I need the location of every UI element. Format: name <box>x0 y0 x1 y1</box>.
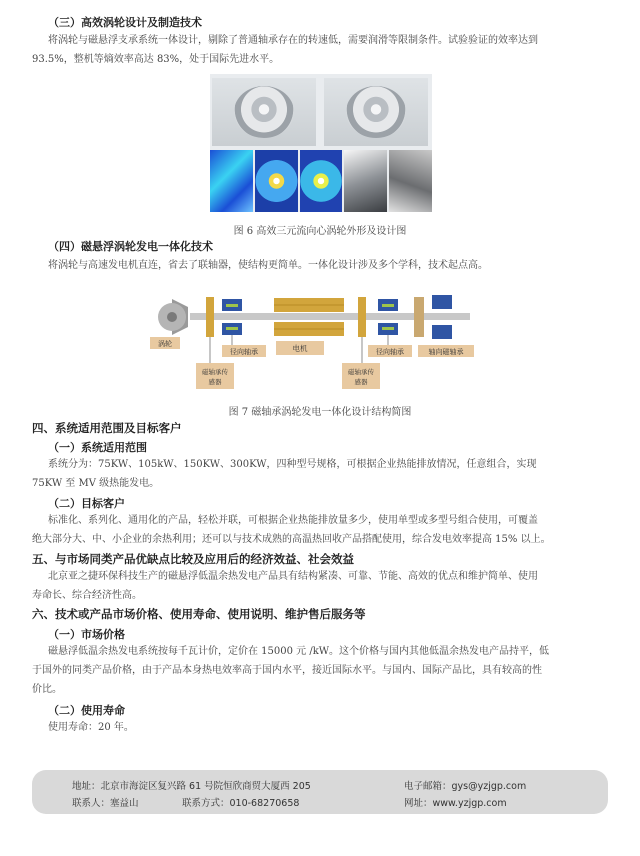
benefits-text-line1: 北京亚之捷环保科技生产的磁悬浮低温余热发电产品具有结构紧凑、可靠、节能、高效的优点和维护简单、使用 <box>48 571 538 582</box>
sensor-label-2-line1: 磁轴承传 <box>348 368 374 376</box>
footer-phone: 联系方式：010-68270658 <box>182 798 300 809</box>
price-text-line1: 磁悬浮低温余热发电系统按每千瓦计价，定价在 15000 元 /kW。这个价格与国内其他低温余热发电产品持平，低 <box>48 646 550 657</box>
contact-footer <box>32 770 608 814</box>
blade-contour-image-1 <box>255 150 298 212</box>
section-3-title: （三）高效涡轮设计及制造技术 <box>48 16 202 29</box>
subsection-price-title: （一）市场价格 <box>48 628 125 641</box>
lifespan-text-line1: 使用寿命：20 年。 <box>48 722 134 733</box>
turbine-impeller-photo-right <box>324 78 428 146</box>
sensor-label-1-line2: 感器 <box>208 378 222 386</box>
customers-text-line1: 标准化、系列化、通用化的产品，轻松并联，可根据企业热能排放量多少，使用单型或多型号组合使用，可覆盖 <box>48 515 538 526</box>
radial-bearing-label-2: 径向轴承 <box>376 348 404 356</box>
price-text-line3: 价比。 <box>32 684 62 695</box>
section-heading-6: 六、技术或产品市场价格、使用寿命、使用说明、维护售后服务等 <box>32 607 366 621</box>
customers-text-line2: 绝大部分大、中、小企业的余热利用；还可以与技术成熟的高温热回收产品搭配使用，综合发电效率提高 15% 以上。 <box>32 534 551 545</box>
turbine-assembly-image <box>389 150 432 212</box>
section-heading-5: 五、与市场同类产品优缺点比较及应用后的经济效益、社会效益 <box>32 552 354 566</box>
blade-contour-image-2 <box>300 150 343 212</box>
turbine-simulation-strip <box>210 150 432 212</box>
subsection-scope-title: （一）系统适用范围 <box>48 441 147 454</box>
figure-6-caption: 图 6 高效三元流向心涡轮外形及设计图 <box>233 226 407 237</box>
footer-website[interactable]: 网址：www.yzjgp.com <box>404 798 507 809</box>
subsection-customers-title: （二）目标客户 <box>48 497 125 510</box>
section-4-title: （四）磁悬浮涡轮发电一体化技术 <box>48 240 213 253</box>
radial-bearing-label-1: 径向轴承 <box>230 348 258 356</box>
turbine-label: 涡轮 <box>158 340 172 348</box>
motor-label: 电机 <box>292 344 308 353</box>
section-heading-4: 四、系统适用范围及目标客户 <box>32 421 182 435</box>
subsection-lifespan-title: （二）使用寿命 <box>48 704 125 717</box>
section-3-text-line1: 将涡轮与磁悬浮支承系统一体设计，剔除了普通轴承存在的转速低，需要润滑等限制条件。试验验证的效率达到 <box>48 35 538 46</box>
benefits-text-line2: 寿命长、综合经济性高。 <box>32 590 142 601</box>
turbine-housing-image <box>344 150 387 212</box>
sensor-label-2-line2: 感器 <box>354 378 368 386</box>
sensor-label-1-line1: 磁轴承传 <box>202 368 228 376</box>
scope-text-line2: 75KW 至 MV 级热能发电。 <box>32 478 160 489</box>
section-4-text-line1: 将涡轮与高速发电机直连，省去了联轴器，使结构更简单。一体化设计涉及多个学科，技术起点高。 <box>48 260 488 271</box>
axial-bearing-label: 轴向磁轴承 <box>428 348 464 356</box>
section-3-text-line2: 93.5%，整机等熵效率高达 83%，处于国际先进水平。 <box>32 54 280 65</box>
footer-address: 地址：北京市海淀区复兴路 61 号院恒欣商贸大厦西 205 <box>72 781 311 792</box>
footer-contact-person: 联系人：塞益山 <box>72 798 139 809</box>
price-text-line2: 于国外的同类产品价格，由于产品本身热电效率高于国内水平，接近国际水平。与国内、国际产品比，具有较高的性 <box>32 665 542 676</box>
footer-email[interactable]: 电子邮箱：gys@yzjgp.com <box>404 781 527 792</box>
turbine-figure <box>210 74 432 212</box>
scope-text-line1: 系统分为：75KW、105kW、150KW、300KW，四种型号规格，可根据企业热能排放情况，任意组合，实现 <box>48 459 537 470</box>
turbine-generator-structure-diagram <box>150 285 480 393</box>
figure-7-caption: 图 7 磁轴承涡轮发电一体化设计结构简图 <box>228 407 412 418</box>
turbine-impeller-photo-left <box>212 78 316 146</box>
flow-simulation-image <box>210 150 253 212</box>
